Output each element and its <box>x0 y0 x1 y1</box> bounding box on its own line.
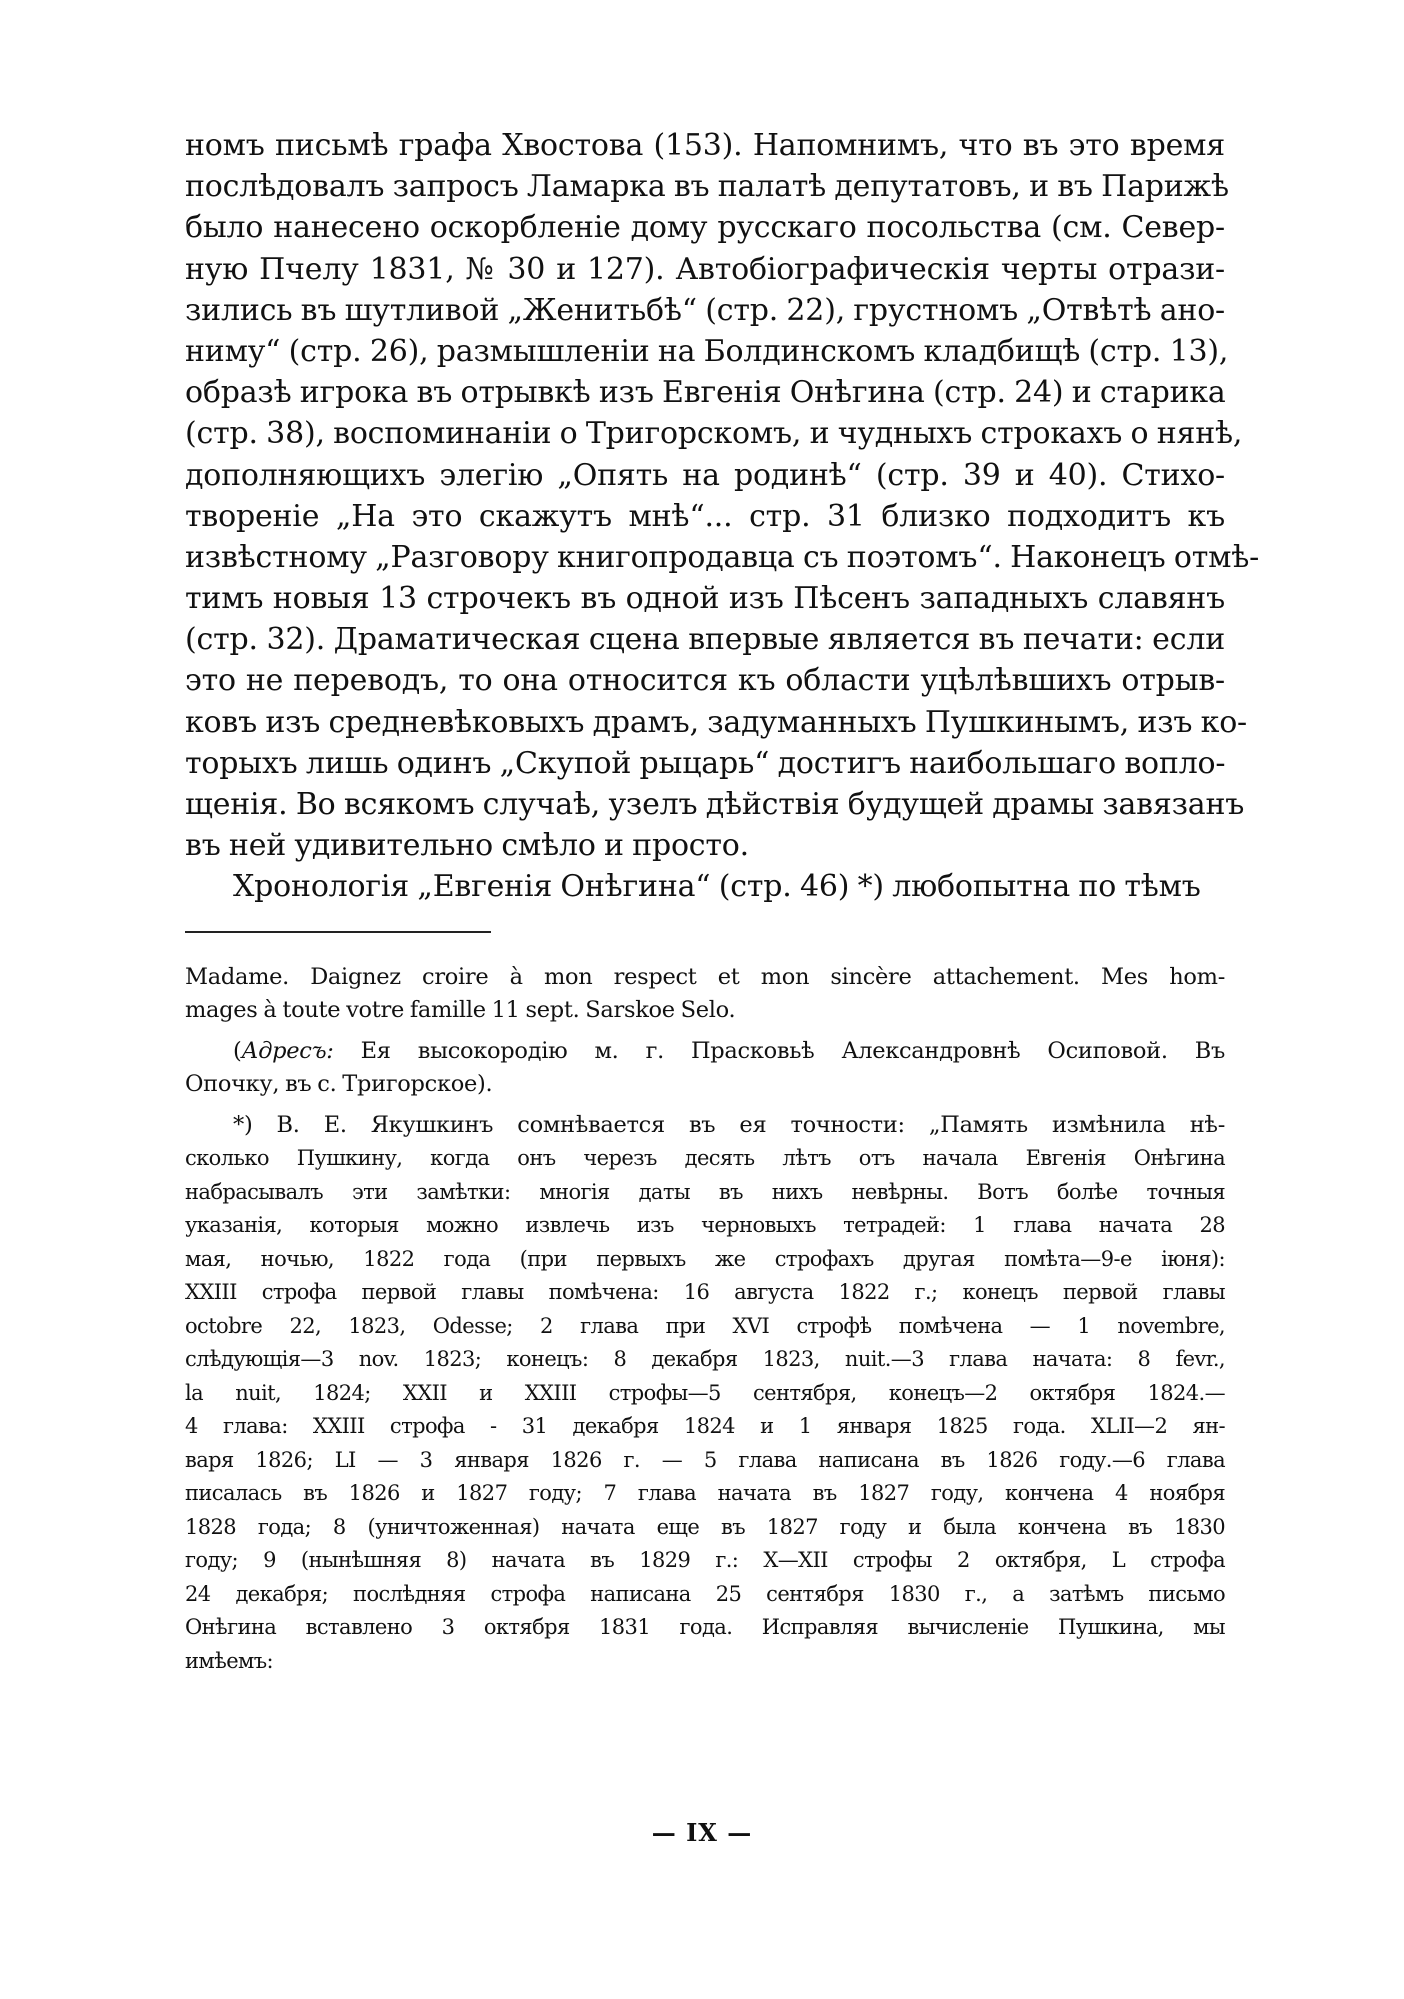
note-line: набрасывалъ эти замѣтки: многія даты въ нихъ невѣрны. Вотъ болѣе точныя <box>185 1179 1225 1204</box>
text-line: было нанесено оскорбленіе дому русскаго посольства (см. Север- <box>185 210 1225 246</box>
footnote-line: Madame. Daignez croire à mon respect et mon sincère attachement. Mes hom- <box>185 963 1225 990</box>
note-line: писалась въ 1826 и 1827 году; 7 глава начата въ 1827 году, кончена 4 ноября <box>185 1481 1225 1506</box>
text-line: номъ письмѣ графа Хвостова (153). Напомнимъ, что въ это время <box>185 128 1225 163</box>
address-label: Адресъ: <box>241 1037 334 1064</box>
text-line: зились въ шутливой „Женитьбѣ“ (стр. 22), грустномъ „Отвѣтѣ ано- <box>185 292 1225 328</box>
note-line: имѣемъ: <box>185 1648 273 1673</box>
text-line: извѣстному „Разговору книгопродавца съ поэтомъ“. Наконецъ отмѣ- <box>185 539 1260 575</box>
note-line: слѣдующія—3 nov. 1823; конецъ: 8 декабря 1823, nuit.—3 глава начата: 8 fevr., <box>185 1347 1225 1372</box>
final-paragraph-line: Хронологія „Евгенія Онѣгина“ (стр. 46) *) любопытна по тѣмъ <box>233 869 1201 905</box>
note-line: варя 1826; LI — 3 января 1826 г. — 5 глава написана въ 1826 году.—6 глава <box>185 1447 1225 1472</box>
page <box>185 125 1260 1678</box>
text-line: образѣ игрока въ отрывкѣ изъ Евгенія Онѣгина (стр. 24) и старика <box>185 375 1226 411</box>
text-line: (стр. 38), воспоминаніи о Тригорскомъ, и чудныхъ строкахъ о нянѣ, <box>185 416 1243 452</box>
text-line: ниму“ (стр. 26), размышленіи на Болдинскомъ кладбищѣ (стр. 13), <box>185 333 1229 369</box>
note-line: octobre 22, 1823, Odesse; 2 глава при XVI строфѣ помѣчена — 1 novembre, <box>185 1313 1225 1338</box>
note-line: мая, ночью, 1822 года (при первыхъ же строфахъ другая помѣта—9-е іюня): <box>185 1246 1225 1271</box>
footnote-spacer <box>185 1028 1225 1035</box>
text-line: въ ней удивительно смѣло и просто. <box>185 828 750 864</box>
note-line: 1828 года; 8 (уничтоженная) начата еще въ 1827 году и была кончена въ 1830 <box>185 1514 1225 1539</box>
text-line: ную Пчелу 1831, № 30 и 127). Автобіографическія черты отрази- <box>185 251 1225 287</box>
note-line: la nuit, 1824; XXII и XXIII строфы—5 сентября, конецъ—2 октября 1824.— <box>185 1380 1225 1405</box>
note-line: указанія, которыя можно извлечь изъ черновыхъ тетрадей: 1 глава начата 28 <box>185 1213 1225 1238</box>
footnotes <box>185 961 1225 1679</box>
address-line: (Адресъ: Ея высокородію м. г. Прасковьѣ Александровнѣ Осиповой. Въ <box>233 1037 1225 1064</box>
page-number: — IX — <box>651 1818 753 1847</box>
text-line: твореніе „На это скажутъ мнѣ“... стр. 31 близко подходитъ къ <box>185 498 1225 534</box>
note-line: сколько Пушкину, когда онъ черезъ десять лѣтъ отъ начала Евгенія Онѣгина <box>185 1146 1225 1171</box>
footnote-line: mages à toute votre famille 11 sept. Sarskoe Selo. <box>185 997 736 1024</box>
main-text <box>185 125 1260 908</box>
note-line: году; 9 (нынѣшняя 8) начата въ 1829 г.: X—XII строфы 2 октября, L строфа <box>185 1548 1225 1573</box>
note-line: 4 глава: XXIII строфа - 31 декабря 1824 и 1 января 1825 года. XLII—2 ян- <box>185 1414 1225 1439</box>
text-line: дополняющихъ элегію „Опять на родинѣ“ (стр. 39 и 40). Стихо- <box>185 457 1225 493</box>
text-line: (стр. 32). Драматическая сцена впервые является въ печати: если <box>185 622 1225 658</box>
footnote-spacer <box>185 1102 1225 1109</box>
text-line: это не переводъ, то она относится къ области уцѣлѣвшихъ отрыв- <box>185 663 1225 699</box>
text-line: щенія. Во всякомъ случаѣ, узелъ дѣйствія будущей драмы завязанъ <box>185 787 1245 822</box>
address-line: Опочку, въ с. Тригорское). <box>185 1071 493 1098</box>
note-line: *) В. Е. Якушкинъ сомнѣвается въ ея точности: „Память измѣнила нѣ- <box>233 1111 1225 1138</box>
note-line: 24 декабря; послѣдняя строфа написана 25 сентября 1830 г., а затѣмъ письмо <box>185 1581 1225 1606</box>
footnote-divider <box>185 931 491 933</box>
text-line: торыхъ лишь одинъ „Скупой рыцарь“ достигъ наибольшаго вопло- <box>185 745 1226 781</box>
note-line: XXIII строфа первой главы помѣчена: 16 августа 1822 г.; конецъ первой главы <box>185 1280 1225 1305</box>
text-line: тимъ новыя 13 строчекъ въ одной изъ Пѣсенъ западныхъ славянъ <box>185 581 1225 617</box>
text-line: ковъ изъ средневѣковыхъ драмъ, задуманныхъ Пушкинымъ, изъ ко- <box>185 704 1247 740</box>
note-line: Онѣгина вставлено 3 октября 1831 года. Исправляя вычисленіе Пушкина, мы <box>185 1615 1225 1640</box>
address-text: Ея высокородію м. г. Прасковьѣ Александровнѣ Осиповой. Въ <box>333 1037 1225 1064</box>
text-line: послѣдовалъ запросъ Ламарка въ палатѣ депутатовъ, и въ Парижѣ <box>185 169 1229 205</box>
